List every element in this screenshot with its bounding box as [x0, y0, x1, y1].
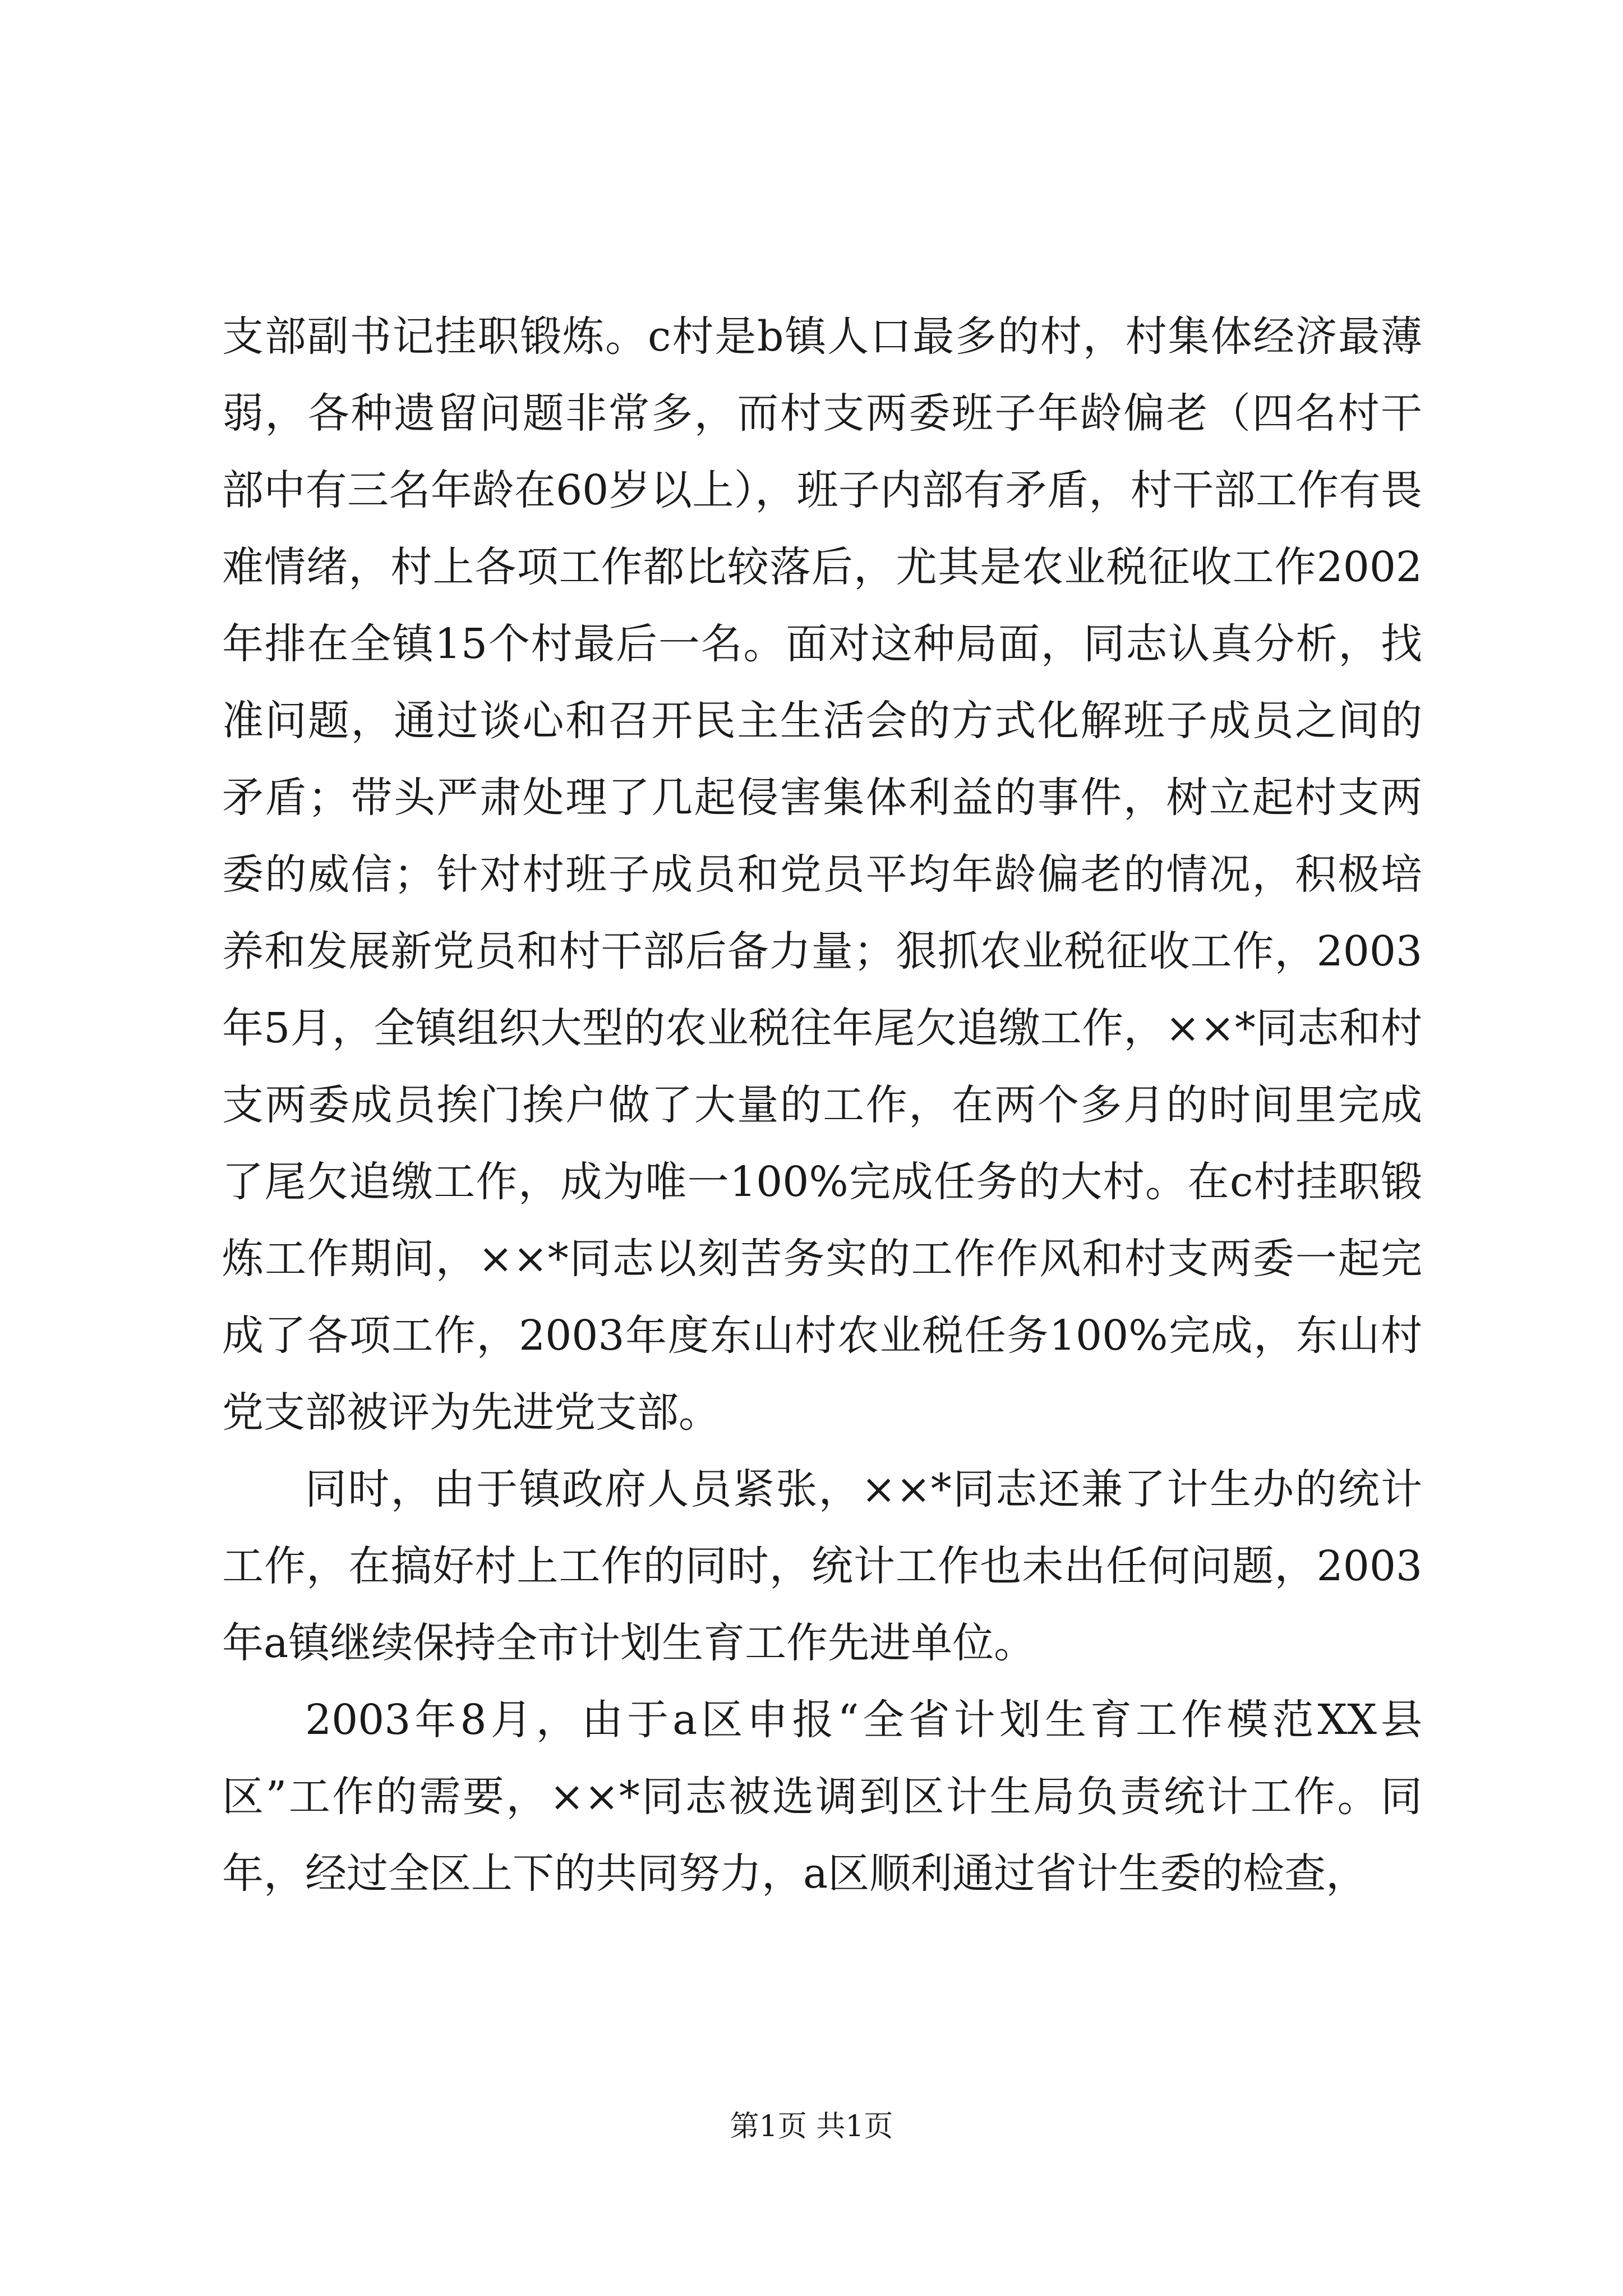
- paragraph-3: 2003年8月，由于a区申报“全省计划生育工作模范XX县区”工作的需要，××*同志被选调到区计生局负责统计工作。同年，经过全区上下的共同努力，a区顺利通过省计生委的检查，: [222, 1696, 1422, 1898]
- document-body: [222, 298, 1422, 1912]
- paragraph-2: 同时，由于镇政府人员紧张，××*同志还兼了计生办的统计工作，在搞好村上工作的同时，统计工作也未出任何问题，2003年a镇继续保持全市计划生育工作先进单位。: [222, 1465, 1422, 1667]
- page-footer: 第1页 共1页: [730, 2110, 893, 2143]
- paragraph-1: 支部副书记挂职锻炼。c村是b镇人口最多的村，村集体经济最薄弱，各种遗留问题非常多，而村支两委班子年龄偏老（四名村干部中有三名年龄在60岁以上），班子内部有矛盾，村干部工作有畏难情绪，村上各项工作都比较落后，尤其是农业税征收工作2002年排在全镇15个村最后一名。面对这种局面，同志认真分析，找准问题，通过谈心和召开民主生活会的方式化解班子成员之间的矛盾；带头严肃处理了几起侵害集体利益的事件，树立起村支两委的威信；针对村班子成员和党员平均年龄偏老的情况，积极培养和发展新党员和村干部后备力量；狠抓农业税征收工作，2003年5月，全镇组织大型的农业税往年尾欠追缴工作，××*同志和村支两委成员挨门挨户做了大量的工作，在两个多月的时间里完成了尾欠追缴工作，成为唯一100%完成任务的大村。在c村挂职锻炼工作期间，××*同志以刻苦务实的工作作风和村支两委一起完成了各项工作，2003年度东山村农业税任务100%完成，东山村党支部被评为先进党支部。: [222, 312, 1422, 1437]
